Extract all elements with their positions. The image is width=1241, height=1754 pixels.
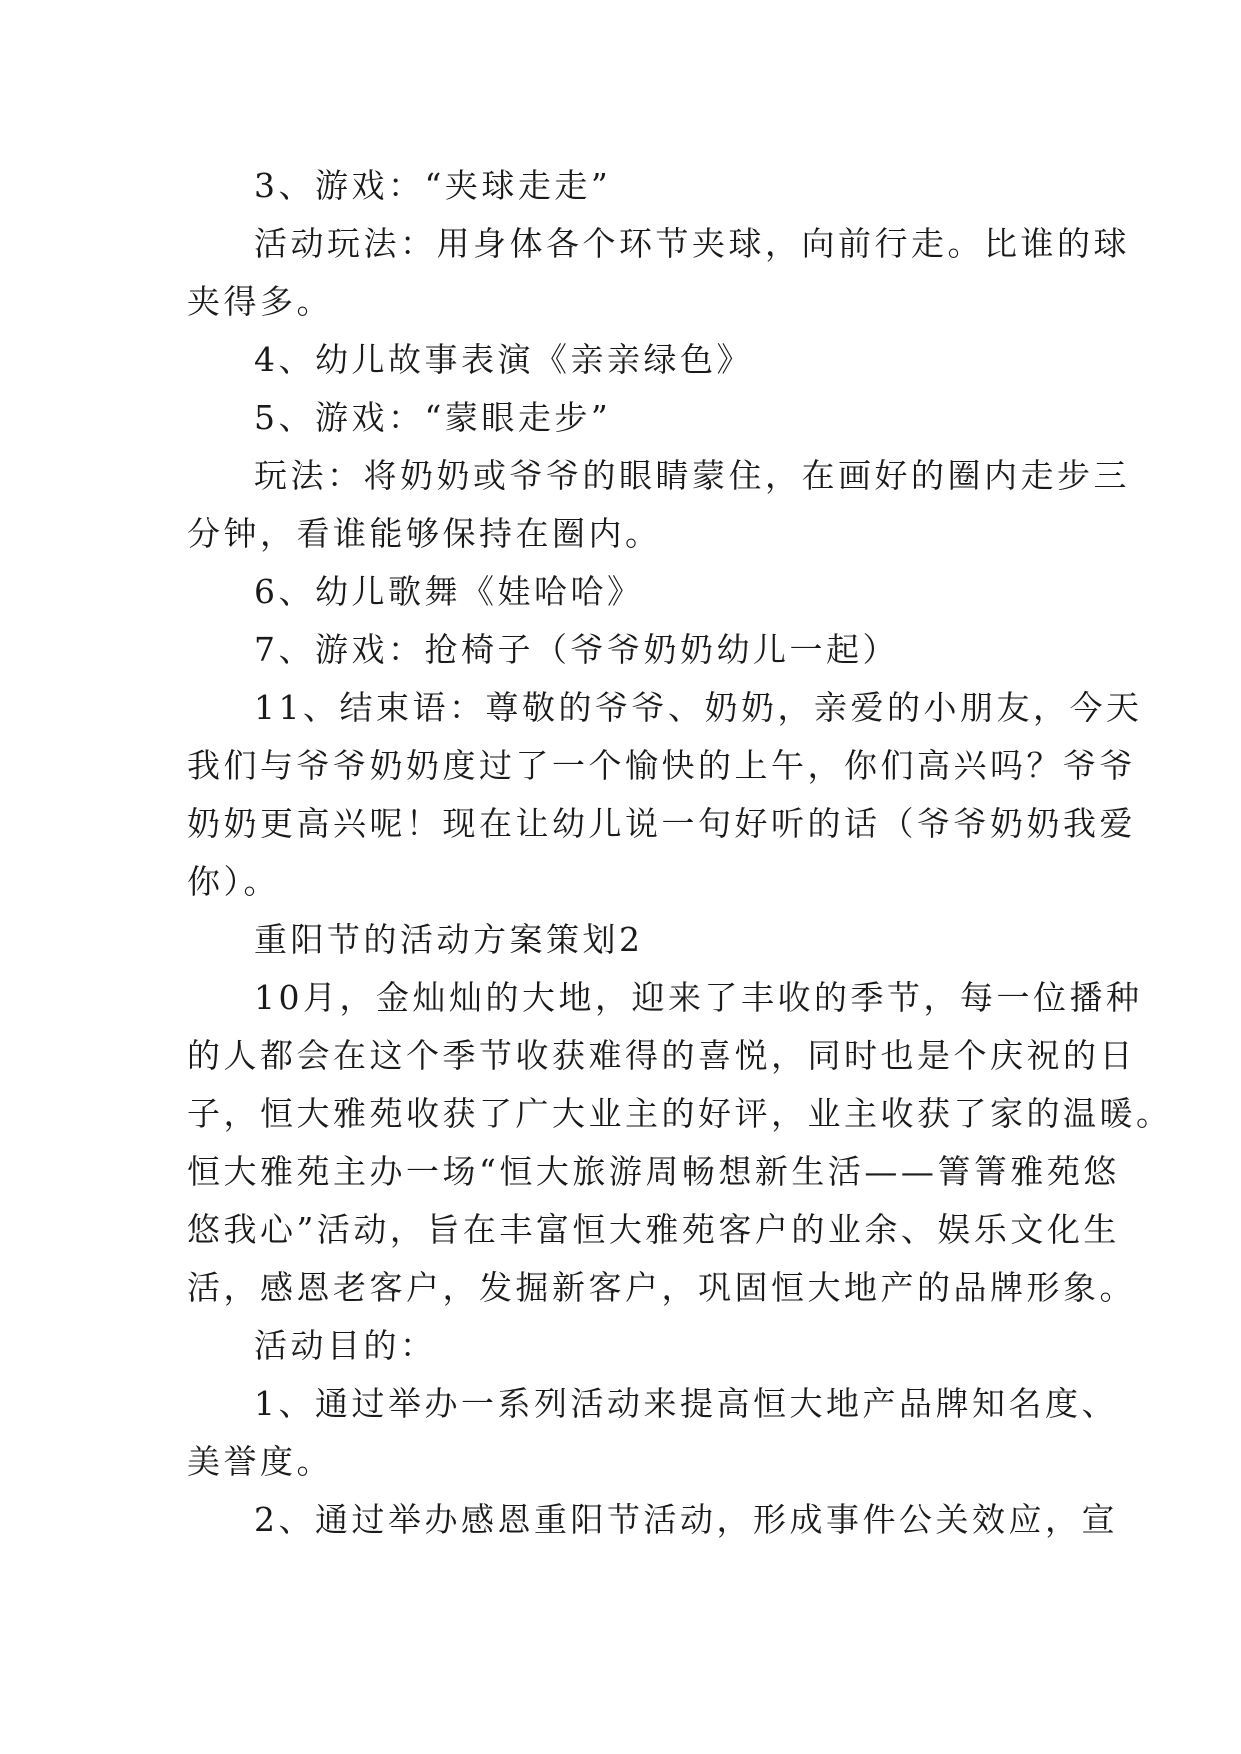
line-intro-1: 10月，金灿灿的大地，迎来了丰收的季节，每一位播种 [254, 978, 1143, 1017]
line-closing-3: 奶奶更高兴呢！现在让幼儿说一句好听的话（爷爷奶奶我爱 [187, 804, 1136, 843]
line-game-5-title: 5、游戏：“蒙眼走步” [254, 398, 612, 437]
line-intro-5: 悠我心”活动，旨在丰富恒大雅苑客户的业余、娱乐文化生 [187, 1210, 1120, 1249]
line-item-4: 4、幼儿故事表演《亲亲绿色》 [254, 340, 753, 379]
section-heading: 重阳节的活动方案策划2 [254, 920, 644, 959]
line-closing-2: 我们与爷爷奶奶度过了一个愉快的上午，你们高兴吗？爷爷 [187, 746, 1136, 785]
line-intro-4: 恒大雅苑主办一场“恒大旅游周畅想新生活——箐箐雅苑悠 [187, 1152, 1120, 1191]
line-closing-4: 你）。 [187, 862, 280, 901]
line-game-7: 7、游戏：抢椅子（爷爷奶奶幼儿一起） [254, 630, 899, 669]
line-game-3-rules: 活动玩法：用身体各个环节夹球，向前行走。比谁的球 [254, 224, 1130, 263]
line-purpose-1-cont: 美誉度。 [187, 1442, 333, 1481]
line-intro-2: 的人都会在这个季节收获难得的喜悦，同时也是个庆祝的日 [187, 1036, 1136, 1075]
line-intro-3: 子，恒大雅苑收获了广大业主的好评，业主收获了家的温暖。 [187, 1094, 1173, 1133]
line-item-6: 6、幼儿歌舞《娃哈哈》 [254, 572, 644, 611]
line-purpose-1: 1、通过举办一系列活动来提高恒大地产品牌知名度、 [254, 1384, 1118, 1423]
line-game-5-rules: 玩法：将奶奶或爷爷的眼睛蒙住，在画好的圈内走步三 [254, 456, 1130, 495]
line-purpose-2: 2、通过举办感恩重阳节活动，形成事件公关效应，宣 [254, 1500, 1118, 1539]
line-closing-1: 11、结束语：尊敬的爷爷、奶奶，亲爱的小朋友，今天 [254, 688, 1143, 727]
line-purpose-heading: 活动目的： [254, 1326, 437, 1365]
line-game-5-rules-cont: 分钟，看谁能够保持在圈内。 [187, 514, 662, 553]
line-game-3-title: 3、游戏：“夹球走走” [254, 166, 612, 205]
line-game-3-rules-cont: 夹得多。 [187, 282, 333, 321]
line-intro-6: 活，感恩老客户，发掘新客户，巩固恒大地产的品牌形象。 [187, 1268, 1136, 1307]
